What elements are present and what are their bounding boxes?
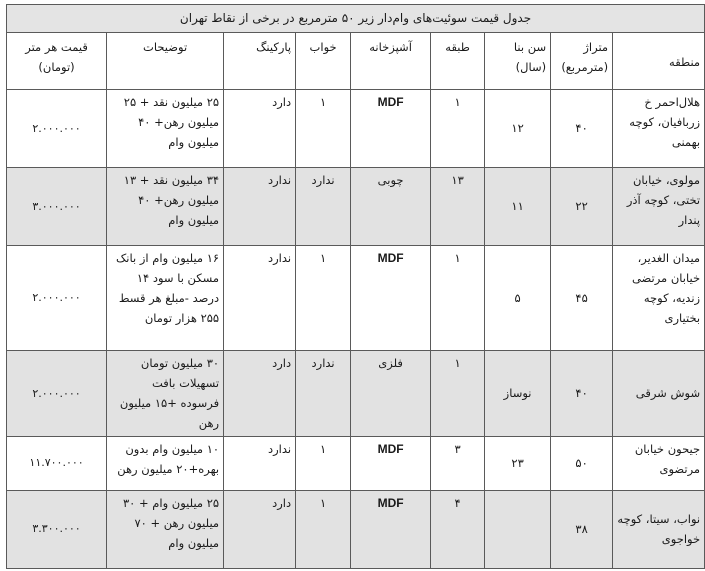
cell-region: هلال‌احمر خ زربافیان، کوچه بهمنی [613, 90, 705, 168]
header-parking: پارکینگ [224, 33, 296, 90]
title-row [7, 5, 705, 33]
table-row [7, 246, 705, 351]
cell-area: ۵۰ [551, 436, 613, 490]
cell-age: نوساز [485, 351, 551, 437]
price-table-container [6, 4, 701, 569]
cell-bedroom: ندارد [296, 168, 351, 246]
cell-floor: ۱ [431, 90, 485, 168]
cell-kitchen: MDF [351, 246, 431, 351]
table-row [7, 351, 705, 437]
cell-parking: دارد [224, 90, 296, 168]
cell-bedroom: ندارد [296, 351, 351, 437]
cell-parking: ندارد [224, 436, 296, 490]
header-region: منطقه [613, 33, 705, 90]
cell-floor: ۱ [431, 246, 485, 351]
cell-region: میدان الغدیر، خیابان مرتضی زندیه، کوچه بختیاری [613, 246, 705, 351]
table-row [7, 490, 705, 568]
cell-floor: ۱۳ [431, 168, 485, 246]
header-floor: طبقه [431, 33, 485, 90]
cell-area: ۲۲ [551, 168, 613, 246]
cell-kitchen: فلزی [351, 351, 431, 437]
cell-age: ۱۲ [485, 90, 551, 168]
cell-area: ۳۸ [551, 490, 613, 568]
cell-price: ۳.۳۰۰.۰۰۰ [7, 490, 107, 568]
table-row [7, 168, 705, 246]
header-area: متراژ (مترمربع) [551, 33, 613, 90]
cell-area: ۴۰ [551, 351, 613, 437]
cell-price: ۲.۰۰۰.۰۰۰ [7, 90, 107, 168]
cell-age: ۱۱ [485, 168, 551, 246]
cell-desc: ۱۶ میلیون وام از بانک مسکن با سود ۱۴ درصد -مبلغ هر قسط ۲۵۵ هزار تومان [107, 246, 224, 351]
cell-parking: ندارد [224, 168, 296, 246]
header-bedroom: خواب [296, 33, 351, 90]
cell-age: ۵ [485, 246, 551, 351]
cell-age [485, 490, 551, 568]
cell-desc: ۱۰ میلیون وام بدون بهره+۲۰ میلیون رهن [107, 436, 224, 490]
cell-kitchen: MDF [351, 436, 431, 490]
cell-price: ۳.۰۰۰.۰۰۰ [7, 168, 107, 246]
table-row [7, 436, 705, 490]
cell-area: ۴۵ [551, 246, 613, 351]
price-table [6, 4, 705, 569]
header-desc: توضیحات [107, 33, 224, 90]
cell-parking: ندارد [224, 246, 296, 351]
cell-price: ۲.۰۰۰.۰۰۰ [7, 246, 107, 351]
cell-region: مولوی، خیابان تختی، کوچه آذر پندار [613, 168, 705, 246]
cell-desc: ۲۵ میلیون نقد + ۲۵ میلیون رهن+ ۴۰ میلیون وام [107, 90, 224, 168]
cell-parking: دارد [224, 351, 296, 437]
table-title: جدول قیمت سوئیت‌های وام‌دار زیر ۵۰ مترمربع در برخی از نقاط تهران [7, 5, 705, 33]
cell-floor: ۳ [431, 436, 485, 490]
cell-bedroom: ۱ [296, 246, 351, 351]
cell-kitchen: MDF [351, 490, 431, 568]
cell-floor: ۱ [431, 351, 485, 437]
cell-floor: ۴ [431, 490, 485, 568]
cell-price: ۱۱.۷۰۰.۰۰۰ [7, 436, 107, 490]
cell-desc: ۲۵ میلیون وام + ۳۰ میلیون رهن + ۷۰ میلیون وام [107, 490, 224, 568]
cell-kitchen: MDF [351, 90, 431, 168]
cell-region: شوش شرقی [613, 351, 705, 437]
cell-age: ۲۳ [485, 436, 551, 490]
cell-parking: دارد [224, 490, 296, 568]
header-row [7, 33, 705, 90]
cell-desc: ۳۰ میلیون تومان تسهیلات بافت فرسوده +۱۵ میلیون رهن [107, 351, 224, 437]
cell-region: نواب، سیتا، کوچه خواجوی [613, 490, 705, 568]
cell-area: ۴۰ [551, 90, 613, 168]
header-age: سن بنا (سال) [485, 33, 551, 90]
table-row [7, 90, 705, 168]
cell-region: جیحون خیابان مرتضوی [613, 436, 705, 490]
cell-desc: ۳۴ میلیون نقد + ۱۳ میلیون رهن+ ۴۰ میلیون وام [107, 168, 224, 246]
cell-bedroom: ۱ [296, 436, 351, 490]
cell-kitchen: چوبی [351, 168, 431, 246]
cell-bedroom: ۱ [296, 90, 351, 168]
cell-price: ۲.۰۰۰.۰۰۰ [7, 351, 107, 437]
cell-bedroom: ۱ [296, 490, 351, 568]
header-kitchen: آشپزخانه [351, 33, 431, 90]
header-price: قیمت هر متر (تومان) [7, 33, 107, 90]
